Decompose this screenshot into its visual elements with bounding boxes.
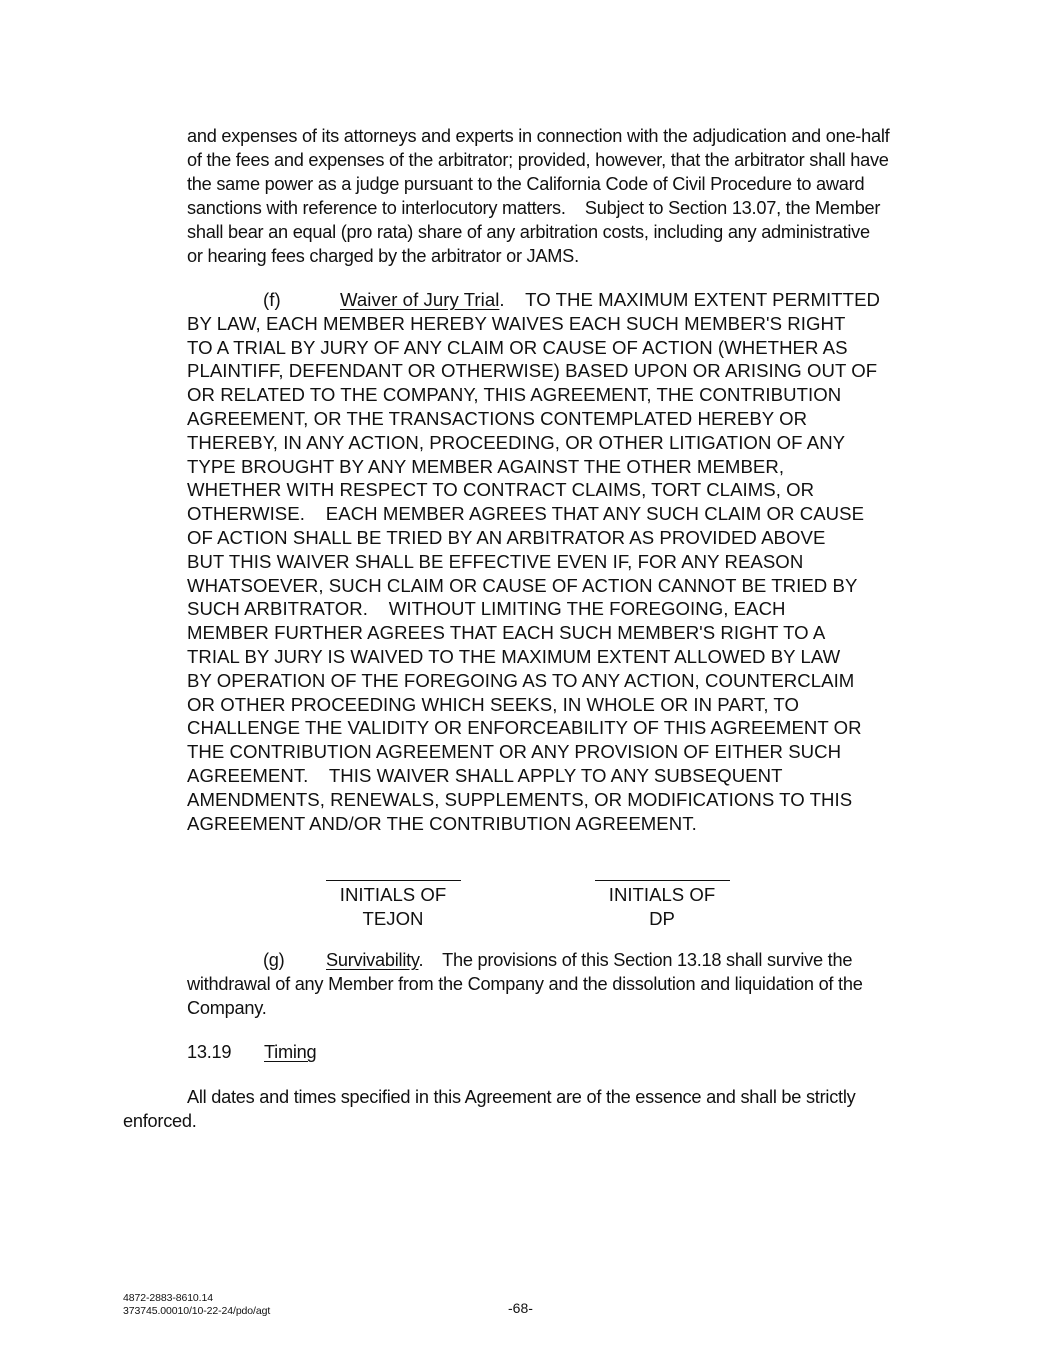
text-line: withdrawal of any Member from the Company and the dissolution and liquidation of the: [187, 974, 863, 994]
paragraph-heading: Survivability: [326, 950, 419, 970]
text-line: BY LAW, EACH MEMBER HEREBY WAIVES EACH SUCH MEMBER'S RIGHT: [187, 312, 846, 334]
initials-party: DP: [649, 908, 675, 929]
text-line: sanctions with reference to interlocutory matters. Subject to Section 13.07, the Member: [187, 198, 881, 218]
paragraph-heading-suffix: . The provisions of this Section 13.18 shall survive the: [418, 950, 853, 970]
initials-label: INITIALS OF: [339, 884, 447, 905]
text-line: and expenses of its attorneys and experts in connection with the adjudication and one-half: [187, 126, 890, 146]
section-number: 13.19: [187, 1042, 232, 1062]
text-line: the same power as a judge pursuant to the California Code of Civil Procedure to award: [187, 174, 865, 194]
paragraph-f-first-line: [187, 288, 967, 312]
text-line: OF ACTION SHALL BE TRIED BY AN ARBITRATOR AS PROVIDED ABOVE: [187, 526, 826, 548]
paragraph-heading-suffix: . TO THE MAXIMUM EXTENT PERMITTED: [499, 289, 881, 310]
text-line: OR RELATED TO THE COMPANY, THIS AGREEMENT, THE CONTRIBUTION: [187, 384, 842, 406]
paragraph-g-survivability: [187, 948, 947, 1020]
text-line: All dates and times specified in this Agreement are of the essence and shall be strictly: [187, 1087, 856, 1107]
paragraph-number: (f): [263, 289, 281, 310]
text-line: or hearing fees charged by the arbitrator or JAMS.: [187, 246, 579, 266]
footer-document-id: [123, 1292, 270, 1318]
footer-doc-number: 4872-2883-8610.14: [123, 1292, 213, 1304]
text-line: shall bear an equal (pro rata) share of any arbitration costs, including any administrative: [187, 222, 870, 242]
text-line: THEREBY, IN ANY ACTION, PROCEEDING, OR OTHER LITIGATION OF ANY: [187, 431, 846, 453]
signature-line[interactable]: [595, 860, 730, 881]
paragraph-f-waiver-of-jury-trial: [187, 288, 967, 835]
text-line: enforced.: [123, 1111, 197, 1131]
page-number: -68-: [508, 1300, 533, 1316]
section-13-19-body: [123, 1085, 943, 1133]
initials-label: INITIALS OF: [608, 884, 716, 905]
text-line: MEMBER FURTHER AGREES THAT EACH SUCH MEMBER'S RIGHT TO A: [187, 622, 826, 644]
text-line: AGREEMENT, OR THE TRANSACTIONS CONTEMPLATED HEREBY OR: [187, 407, 808, 429]
text-line: BY OPERATION OF THE FOREGOING AS TO ANY ACTION, COUNTERCLAIM: [187, 669, 855, 691]
text-line: Company.: [187, 998, 267, 1018]
section-13-19-heading: [187, 1040, 587, 1064]
text-line: WHATSOEVER, SUCH CLAIM OR CAUSE OF ACTION CANNOT BE TRIED BY: [187, 574, 858, 596]
text-line: TRIAL BY JURY IS WAIVED TO THE MAXIMUM EXTENT ALLOWED BY LAW: [187, 645, 841, 667]
text-line: AMENDMENTS, RENEWALS, SUPPLEMENTS, OR MODIFICATIONS TO THIS: [187, 788, 853, 810]
text-line: THE CONTRIBUTION AGREEMENT OR ANY PROVISION OF EITHER SUCH: [187, 741, 842, 763]
paragraph-heading: Waiver of Jury Trial: [340, 289, 500, 310]
paragraph-g-first-line: [187, 948, 947, 972]
signature-line[interactable]: [326, 860, 461, 881]
initials-tejon: [323, 860, 463, 931]
paragraph-number: (g): [263, 950, 285, 970]
text-line: OTHERWISE. EACH MEMBER AGREES THAT ANY SUCH CLAIM OR CAUSE: [187, 503, 865, 525]
initials-party: TEJON: [362, 908, 424, 929]
initials-dp: [592, 860, 732, 931]
text-line: AGREEMENT. THIS WAIVER SHALL APPLY TO ANY SUBSEQUENT: [187, 764, 783, 786]
text-line: CHALLENGE THE VALIDITY OR ENFORCEABILITY OF THIS AGREEMENT OR: [187, 717, 862, 739]
text-line: WHETHER WITH RESPECT TO CONTRACT CLAIMS, TORT CLAIMS, OR: [187, 479, 815, 501]
section-title: Timing: [264, 1042, 317, 1062]
text-line: BUT THIS WAIVER SHALL BE EFFECTIVE EVEN IF, FOR ANY REASON: [187, 550, 804, 572]
text-line: TYPE BROUGHT BY ANY MEMBER AGAINST THE OTHER MEMBER,: [187, 455, 785, 477]
text-line: OR OTHER PROCEEDING WHICH SEEKS, IN WHOLE OR IN PART, TO: [187, 693, 799, 715]
section-heading-line: [187, 1040, 587, 1064]
text-line: AGREEMENT AND/OR THE CONTRIBUTION AGREEMENT.: [187, 812, 697, 834]
footer-matter-code: 373745.00010/10-22-24/pdo/agt: [123, 1305, 271, 1317]
text-line: SUCH ARBITRATOR. WITHOUT LIMITING THE FOREGOING, EACH: [187, 598, 786, 620]
text-line: of the fees and expenses of the arbitrator; provided, however, that the arbitrator shall have: [187, 150, 889, 170]
text-line: PLAINTIFF, DEFENDANT OR OTHERWISE) BASED UPON OR ARISING OUT OF: [187, 360, 878, 382]
text-line: TO A TRIAL BY JURY OF ANY CLAIM OR CAUSE OF ACTION (WHETHER AS: [187, 336, 848, 358]
paragraph-e-continuation: [187, 124, 947, 268]
